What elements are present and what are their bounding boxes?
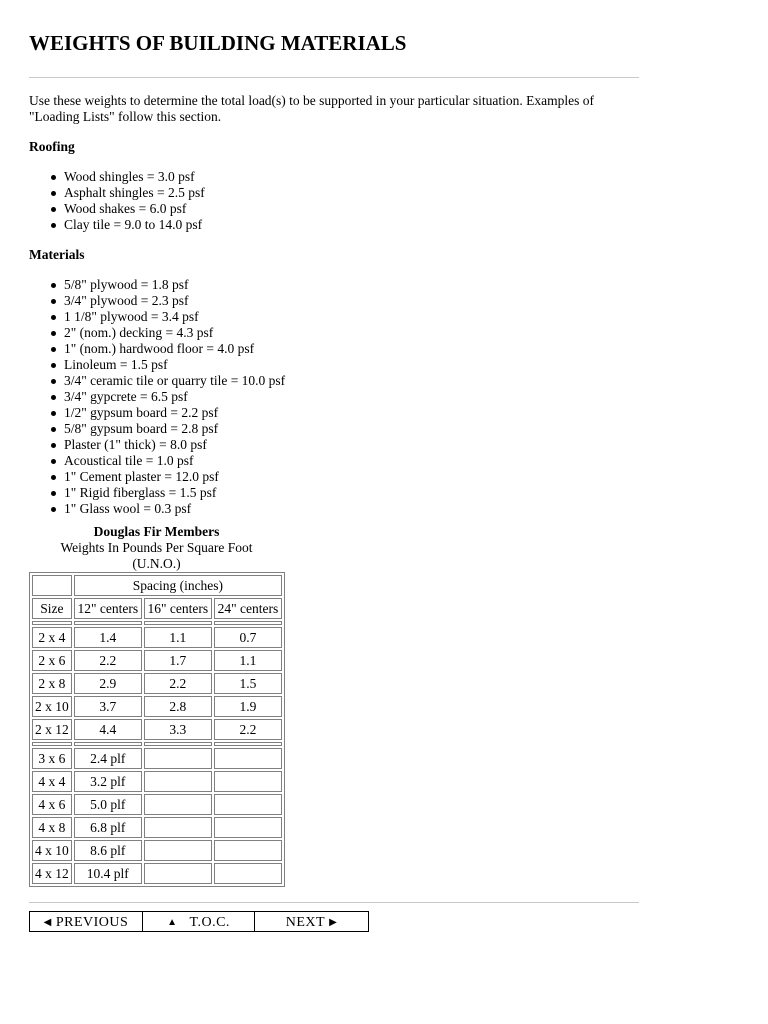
table-corner-cell: [32, 575, 72, 596]
table-cell: 2 x 10: [32, 696, 72, 717]
list-item: Wood shakes = 6.0 psf: [64, 201, 639, 217]
table-caption: [29, 524, 284, 572]
table-title: Douglas Fir Members: [93, 524, 220, 539]
list-item: 1" Glass wool = 0.3 psf: [64, 501, 639, 517]
table-cell: 3.3: [144, 719, 212, 740]
table-cell: [214, 840, 282, 861]
table-cell: 6.8 plf: [74, 817, 142, 838]
toc-label: T.O.C.: [189, 915, 230, 930]
materials-list: [29, 277, 639, 517]
separator-cell: [74, 621, 142, 625]
table-cell: 2.2: [74, 650, 142, 671]
previous-button[interactable]: [29, 911, 143, 932]
separator-cell: [32, 621, 72, 625]
table-cell: [144, 794, 212, 815]
list-item: 3/4" plywood = 2.3 psf: [64, 293, 639, 309]
list-item: 3/4" gypcrete = 6.5 psf: [64, 389, 639, 405]
table-cell: 3.7: [74, 696, 142, 717]
table-cell: [144, 817, 212, 838]
table-subtitle: Weights In Pounds Per Square Foot: [60, 540, 253, 555]
table-cell: 4 x 4: [32, 771, 72, 792]
table-separator-row: [32, 742, 282, 746]
table-row: [32, 840, 282, 861]
spacing-header: Spacing (inches): [74, 575, 282, 596]
column-header-size: Size: [32, 598, 72, 619]
table-cell: 4 x 6: [32, 794, 72, 815]
table-cell: 5.0 plf: [74, 794, 142, 815]
table-cell: 1.4: [74, 627, 142, 648]
list-item: Linoleum = 1.5 psf: [64, 357, 639, 373]
table-cell: 2.4 plf: [74, 748, 142, 769]
list-item: 5/8" gypsum board = 2.8 psf: [64, 421, 639, 437]
materials-heading: Materials: [29, 247, 85, 262]
table-cell: 2 x 6: [32, 650, 72, 671]
table-cell: 1.1: [144, 627, 212, 648]
list-item: 1" Cement plaster = 12.0 psf: [64, 469, 639, 485]
table-cell: 1.7: [144, 650, 212, 671]
table-cell: [214, 863, 282, 884]
table-cell: [144, 840, 212, 861]
roofing-heading: Roofing: [29, 139, 75, 154]
table-column-row: [32, 598, 282, 619]
top-divider: [29, 77, 639, 78]
separator-cell: [144, 742, 212, 746]
intro-paragraph: Use these weights to determine the total load(s) to be supported in your particular situation. Examples of "Loading Lists" follow this section.: [29, 93, 594, 124]
column-header-12: 12" centers: [74, 598, 142, 619]
next-label: NEXT: [285, 915, 326, 930]
table-cell: [214, 817, 282, 838]
table-cell: [214, 794, 282, 815]
table-cell: 8.6 plf: [74, 840, 142, 861]
table-cell: 2.2: [214, 719, 282, 740]
table-row: [32, 627, 282, 648]
table-cell: [144, 863, 212, 884]
separator-cell: [32, 742, 72, 746]
triangle-left-icon: ◀: [43, 917, 52, 928]
column-header-24: 24" centers: [214, 598, 282, 619]
table-row: [32, 794, 282, 815]
list-item: Wood shingles = 3.0 psf: [64, 169, 639, 185]
table-cell: [214, 771, 282, 792]
table-cell: [214, 748, 282, 769]
table-cell: 4.4: [74, 719, 142, 740]
list-item: 1" (nom.) hardwood floor = 4.0 psf: [64, 341, 639, 357]
roofing-list: [29, 169, 639, 233]
table-header-row: [32, 575, 282, 596]
table-cell: 0.7: [214, 627, 282, 648]
previous-label: PREVIOUS: [55, 915, 129, 930]
table-separator-row: [32, 621, 282, 625]
table-cell: 2 x 12: [32, 719, 72, 740]
table-row: [32, 650, 282, 671]
table-note: (U.N.O.): [132, 556, 181, 571]
table-cell: [144, 748, 212, 769]
separator-cell: [214, 742, 282, 746]
table-row: [32, 673, 282, 694]
navigation-bar: [29, 911, 639, 932]
next-button[interactable]: [255, 911, 369, 932]
page-title: WEIGHTS OF BUILDING MATERIALS: [29, 31, 407, 55]
list-item: 5/8" plywood = 1.8 psf: [64, 277, 639, 293]
table-cell: 2.9: [74, 673, 142, 694]
triangle-right-icon: ▶: [329, 917, 338, 928]
bottom-divider: [29, 902, 639, 903]
table-row: [32, 696, 282, 717]
table-cell: 3.2 plf: [74, 771, 142, 792]
list-item: 1 1/8" plywood = 3.4 psf: [64, 309, 639, 325]
list-item: 1/2" gypsum board = 2.2 psf: [64, 405, 639, 421]
list-item: Asphalt shingles = 2.5 psf: [64, 185, 639, 201]
list-item: 1" Rigid fiberglass = 1.5 psf: [64, 485, 639, 501]
toc-button[interactable]: [143, 911, 255, 932]
separator-cell: [214, 621, 282, 625]
table-row: [32, 719, 282, 740]
separator-cell: [144, 621, 212, 625]
douglas-fir-table: [29, 572, 285, 887]
table-cell: 10.4 plf: [74, 863, 142, 884]
table-cell: 4 x 12: [32, 863, 72, 884]
list-item: Acoustical tile = 1.0 psf: [64, 453, 639, 469]
table-cell: 2 x 4: [32, 627, 72, 648]
table-body: [32, 575, 282, 884]
table-row: [32, 748, 282, 769]
column-header-16: 16" centers: [144, 598, 212, 619]
list-item: 3/4" ceramic tile or quarry tile = 10.0 psf: [64, 373, 639, 389]
table-cell: 1.1: [214, 650, 282, 671]
table-cell: 4 x 8: [32, 817, 72, 838]
list-item: 2" (nom.) decking = 4.3 psf: [64, 325, 639, 341]
table-row: [32, 771, 282, 792]
table-cell: 2 x 8: [32, 673, 72, 694]
table-cell: [144, 771, 212, 792]
table-cell: 4 x 10: [32, 840, 72, 861]
list-item: Clay tile = 9.0 to 14.0 psf: [64, 217, 639, 233]
table-row: [32, 863, 282, 884]
table-cell: 3 x 6: [32, 748, 72, 769]
table-cell: 2.8: [144, 696, 212, 717]
table-row: [32, 817, 282, 838]
table-cell: 1.5: [214, 673, 282, 694]
triangle-up-icon: ▲: [167, 917, 178, 928]
list-item: Plaster (1" thick) = 8.0 psf: [64, 437, 639, 453]
table-cell: 1.9: [214, 696, 282, 717]
table-cell: 2.2: [144, 673, 212, 694]
separator-cell: [74, 742, 142, 746]
